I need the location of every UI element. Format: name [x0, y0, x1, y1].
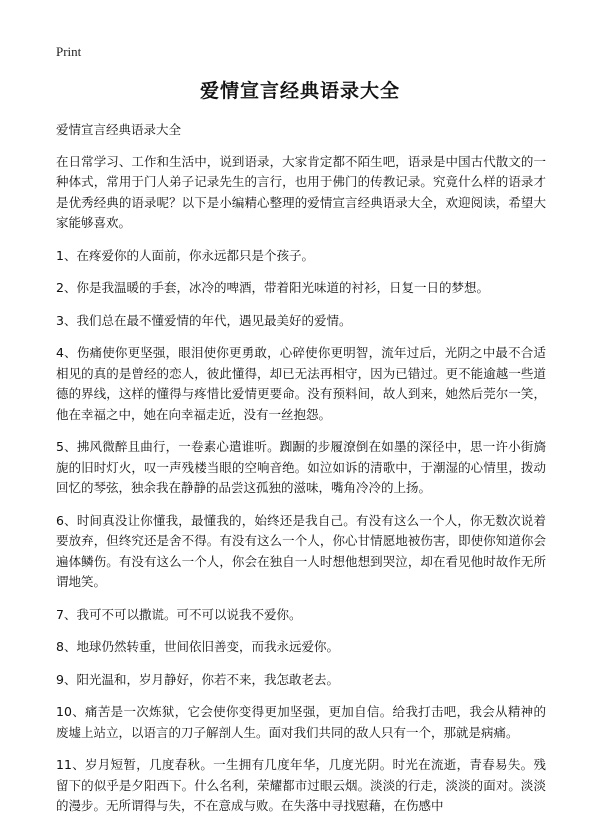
quote-item-1: 1、在疼爱你的人面前，你永远都只是个孩子。	[56, 247, 314, 263]
quote-item-2: 2、你是我温暖的手套，冰冷的啤酒，带着阳光味道的衬衫，日复一日的梦想。	[56, 280, 489, 295]
quote-item-8: 8、地球仍然转重，世间依旧善变，而我永远爱你。	[56, 639, 339, 654]
page-title: 爱情宣言经典语录大全	[199, 80, 400, 102]
quote-item-9: 9、阳光温和，岁月静好，你若不来，我怎敢老去。	[56, 671, 339, 687]
quote-item-7: 7、我可不可以撒谎。可不可以说我不爱你。	[56, 606, 302, 622]
quote-item-5: 5、拂风微醉且曲行，一卷素心遣谁听。踟蹰的步履潦倒在如墨的深径中，思一许小街旖旎的旧时灯火，叹一声残楼当眼的空响音绝。如泣如诉的清歌中，于潮湿的心情里，拨动回忆的琴弦，独余我在静静的品尝这孤独的滋味，嘴角冷冷的上扬。	[56, 439, 546, 495]
quote-item-6: 6、时间真没让你懂我，最懂我的，始终还是我自己。有没有这么一个人，你无数次说着要放弃，但终究还是舍不得。有没有这么一个人，你心甘情愿地被伤害，即使你知道你会遍体鳞伤。有没有这么一个人，你会在独自一人时想他想到哭泣，却在看见他时故作无所谓地笑。	[56, 512, 546, 589]
quote-item-3: 3、我们总在最不懂爱情的年代，遇见最美好的爱情。	[56, 312, 352, 328]
article-body	[56, 120, 546, 829]
quote-item-4: 4、伤痛使你更坚强，眼泪使你更勇敢，心碎使你更明智，流年过后，光阴之中最不合适相见的真的是曾经的恋人，彼此懂得，却已无法再相守，因为已错过。更不能逾越一些道德的界线，这样的懂得与疼惜比爱情更要命。没有预料间，故人到来，她然后莞尔一笑，他在幸福之中，她在向幸福走近，没有一丝抱怨。	[56, 345, 546, 422]
quote-item-10: 10、痛苦是一次炼狱，它会使你变得更加坚强，更加自信。给我打击吧，我会从精神的废墟上站立，以语言的刀子解剖人生。面对我们共同的敌人只有一个，那就是病痛。	[56, 704, 546, 740]
print-link[interactable]: Print	[56, 44, 82, 59]
article-subtitle: 爱情宣言经典语录大全	[56, 122, 182, 137]
intro-paragraph: 在日常学习、工作和生活中，说到语录，大家肯定都不陌生吧，语录是中国古代散文的一种体式，常用于门人弟子记录先生的言行，也用于佛门的传教记录。究竟什么样的语录才是优秀经典的语录呢？以下是小编精心整理的爱情宣言经典语录大全，欢迎阅读，希望大家能够喜欢。	[56, 153, 546, 230]
quote-item-11: 11、岁月短暂，几度春秋。一生拥有几度年华，几度光阴。时光在流逝，青春易失。残留下的似乎是夕阳西下。什么名利，荣耀都市过眼云烟。淡淡的行走，淡淡的面对。淡淡的漫步。无所谓得与失，不在意成与败。在失落中寻找慰藉，在伤感中	[56, 757, 546, 813]
